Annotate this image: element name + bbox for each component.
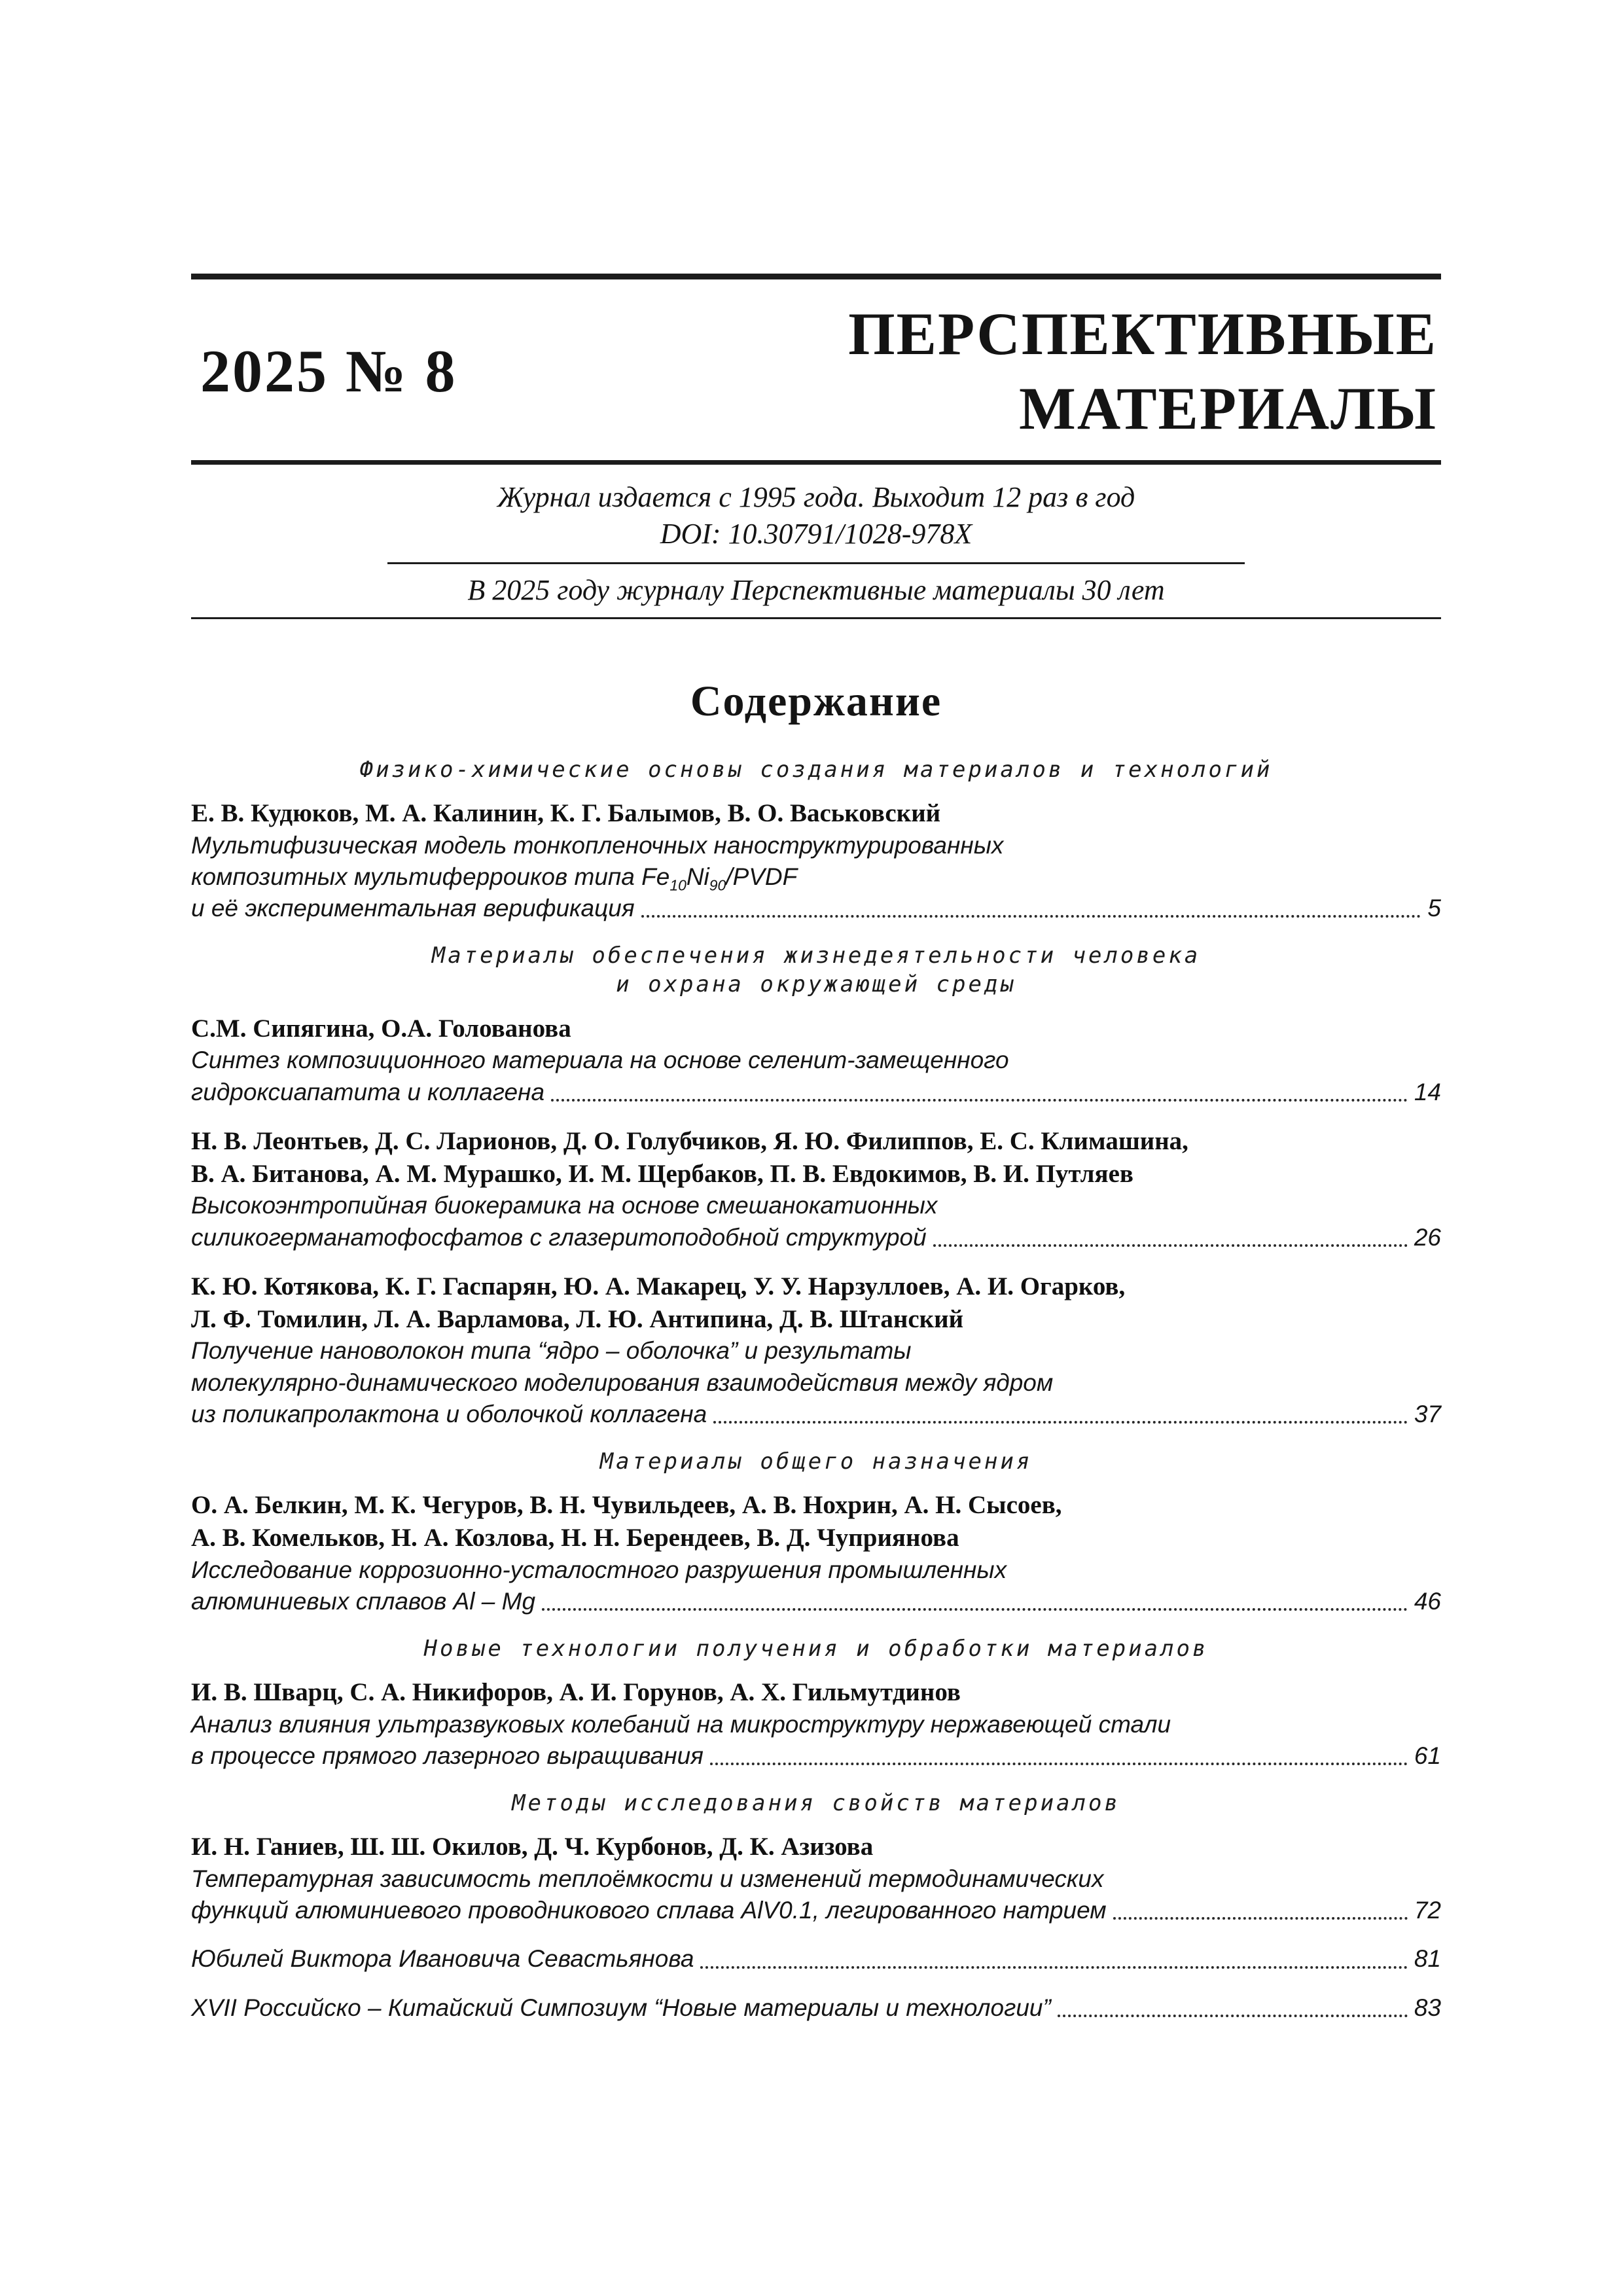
entry-authors: Н. В. Леонтьев, Д. С. Ларионов, Д. О. Голубчиков, Я. Ю. Филиппов, Е. С. Климашина, xyxy=(191,1126,1188,1155)
section-heading-line: Новые технологии получения и обработки материалов xyxy=(423,1635,1209,1662)
toc-list xyxy=(191,755,1441,2024)
entry-authors: В. А. Битанова, А. М. Мурашко, И. М. Щербаков, П. В. Евдокимов, В. И. Путляев xyxy=(191,1159,1133,1188)
dot-leader xyxy=(713,1421,1408,1424)
dot-leader xyxy=(700,1966,1407,1969)
journal-subtitle: Журнал издается с 1995 года. Выходит 12 раз в год xyxy=(497,481,1135,514)
dot-leader xyxy=(1113,1917,1408,1920)
entry-authors: О. А. Белкин, М. К. Чегуров, В. Н. Чувильдеев, А. В. Нохрин, А. Н. Сысоев, xyxy=(191,1490,1062,1519)
toc-entry xyxy=(191,1831,1441,1926)
section-heading xyxy=(191,941,1441,999)
journal-title-line2: МАТЕРИАЛЫ xyxy=(1019,375,1437,442)
entry-title-lastline xyxy=(191,1586,1441,1617)
entry-title-line: Синтез композиционного материала на основе селенит-замещенного xyxy=(191,1047,1009,1074)
entry-title-lastline xyxy=(191,1740,1441,1772)
toc-entry xyxy=(191,1676,1441,1772)
journal-title-line1: ПЕРСПЕКТИВНЫЕ xyxy=(848,300,1437,367)
dot-leader xyxy=(1058,2015,1408,2017)
entry-title-text: алюминиевых сплавов Al – Mg xyxy=(191,1587,536,1615)
entry-page-number: 46 xyxy=(1414,1587,1441,1615)
entry-page-number: 83 xyxy=(1414,1994,1441,2021)
entry-page-number: 14 xyxy=(1414,1078,1441,1105)
entry-title-line: Высокоэнтропийная биокерамика на основе смешанокатионных xyxy=(191,1192,938,1219)
entry-title-text: XVII Российско – Китайский Симпозиум “Новые материалы и технологии” xyxy=(191,1994,1051,2021)
entry-title-text: из поликапролактона и оболочкой коллагена xyxy=(191,1400,707,1427)
horizontal-rule-top xyxy=(191,274,1441,279)
entry-authors: К. Ю. Котякова, К. Г. Гаспарян, Ю. А. Макарец, У. У. Нарзуллоев, А. И. Огарков, xyxy=(191,1272,1126,1300)
entry-page-number: 5 xyxy=(1427,895,1441,922)
dot-leader xyxy=(710,1763,1408,1765)
toc-entry xyxy=(191,1489,1441,1617)
toc-entry xyxy=(191,1013,1441,1108)
entry-authors: С.М. Сипягина, О.А. Голованова xyxy=(191,1014,571,1043)
section-heading-line: Материалы общего назначения xyxy=(599,1448,1033,1475)
section-heading-line: Методы исследования свойств материалов xyxy=(512,1790,1120,1817)
entry-page-number: 26 xyxy=(1414,1223,1441,1251)
toc-entry xyxy=(191,1943,1441,1975)
entry-title-line: Получение нановолокон типа “ядро – оболочка” и результаты xyxy=(191,1337,912,1365)
entry-authors: Л. Ф. Томилин, Л. А. Варламова, Л. Ю. Антипина, Д. В. Штанский xyxy=(191,1304,964,1333)
dot-leader xyxy=(542,1608,1408,1611)
toc-entry xyxy=(191,1270,1441,1430)
section-heading-line: и охрана окружающей среды xyxy=(616,971,1016,998)
entry-title-line: Температурная зависимость теплоёмкости и изменений термодинамических xyxy=(191,1865,1104,1893)
entry-title-text: функций алюминиевого проводникового сплава AlV0.1, легированного натрием xyxy=(191,1897,1107,1924)
toc-entry xyxy=(191,797,1441,924)
issue-number: 2025 № 8 xyxy=(200,338,457,405)
section-heading xyxy=(191,1447,1441,1476)
entry-authors: Е. В. Кудюков, М. А. Калинин, К. Г. Балымов, В. О. Васьковский xyxy=(191,798,941,827)
journal-doi: DOI: 10.30791/1028-978X xyxy=(660,518,972,550)
entry-title-text: силикогерманатофосфатов с глазеритоподобной структурой xyxy=(191,1223,927,1251)
entry-title-line: молекулярно-динамического моделирования взаимодействия между ядром xyxy=(191,1369,1054,1396)
dot-leader xyxy=(933,1244,1408,1247)
entry-title-lastline xyxy=(191,1399,1441,1430)
entry-title-line: композитных мультиферроиков типа $Fe_{10}Ni_{90}$/PVDF xyxy=(191,863,798,894)
contents-title: Содержание xyxy=(690,677,942,725)
entry-title-text: гидроксиапатита и коллагена xyxy=(191,1078,545,1105)
entry-title-line: Анализ влияния ультразвуковых колебаний на микроструктуру нержавеющей стали xyxy=(191,1711,1171,1738)
entry-title-line: Исследование коррозионно-усталостного разрушения промышленных xyxy=(191,1556,1007,1583)
section-heading xyxy=(191,1789,1441,1818)
entry-page-number: 37 xyxy=(1414,1400,1441,1427)
toc-entry xyxy=(191,1992,1441,2024)
entry-page-number: 61 xyxy=(1414,1742,1441,1770)
journal-title xyxy=(848,296,1437,446)
entry-title-lastline xyxy=(191,1943,1441,1975)
dot-leader xyxy=(551,1099,1408,1102)
section-heading-line: Физико-химические основы создания материалов и технологий xyxy=(359,756,1273,783)
entry-authors: И. Н. Ганиев, Ш. Ш. Окилов, Д. Ч. Курбонов, Д. К. Азизова xyxy=(191,1833,874,1861)
horizontal-rule-bottom xyxy=(191,617,1441,619)
entry-authors: И. В. Шварц, С. А. Никифоров, А. И. Горунов, А. Х. Гильмутдинов xyxy=(191,1678,961,1707)
horizontal-rule-narrow xyxy=(387,562,1245,564)
entry-title-lastline xyxy=(191,1077,1441,1108)
toc-entry xyxy=(191,1125,1441,1253)
entry-page-number: 72 xyxy=(1414,1897,1441,1924)
section-heading-line: Материалы обеспечения жизнедеятельности человека xyxy=(431,942,1201,969)
entry-title-text: в процессе прямого лазерного выращивания xyxy=(191,1742,704,1770)
section-heading xyxy=(191,755,1441,784)
entry-page-number: 81 xyxy=(1414,1945,1441,1973)
entry-title-line: Мультифизическая модель тонкопленочных наноструктурированных xyxy=(191,831,1004,859)
masthead xyxy=(191,274,1441,619)
entry-title-lastline xyxy=(191,893,1441,924)
entry-title-text: Юбилей Виктора Ивановича Севастьянова xyxy=(191,1945,694,1973)
masthead-subtitles xyxy=(191,479,1441,553)
entry-title-lastline xyxy=(191,1895,1441,1926)
entry-title-lastline xyxy=(191,1992,1441,2024)
anniversary-note: В 2025 году журналу Перспективные материалы 30 лет xyxy=(467,573,1165,606)
section-heading xyxy=(191,1634,1441,1663)
entry-authors: А. В. Комельков, Н. А. Козлова, Н. Н. Берендеев, В. Д. Чуприянова xyxy=(191,1523,959,1552)
entry-title-text: и её экспериментальная верификация xyxy=(191,895,635,922)
horizontal-rule-under-masthead xyxy=(191,460,1441,465)
dot-leader xyxy=(641,915,1421,918)
masthead-row xyxy=(191,279,1441,460)
entry-title-lastline xyxy=(191,1222,1441,1253)
toc-page xyxy=(191,274,1441,2041)
